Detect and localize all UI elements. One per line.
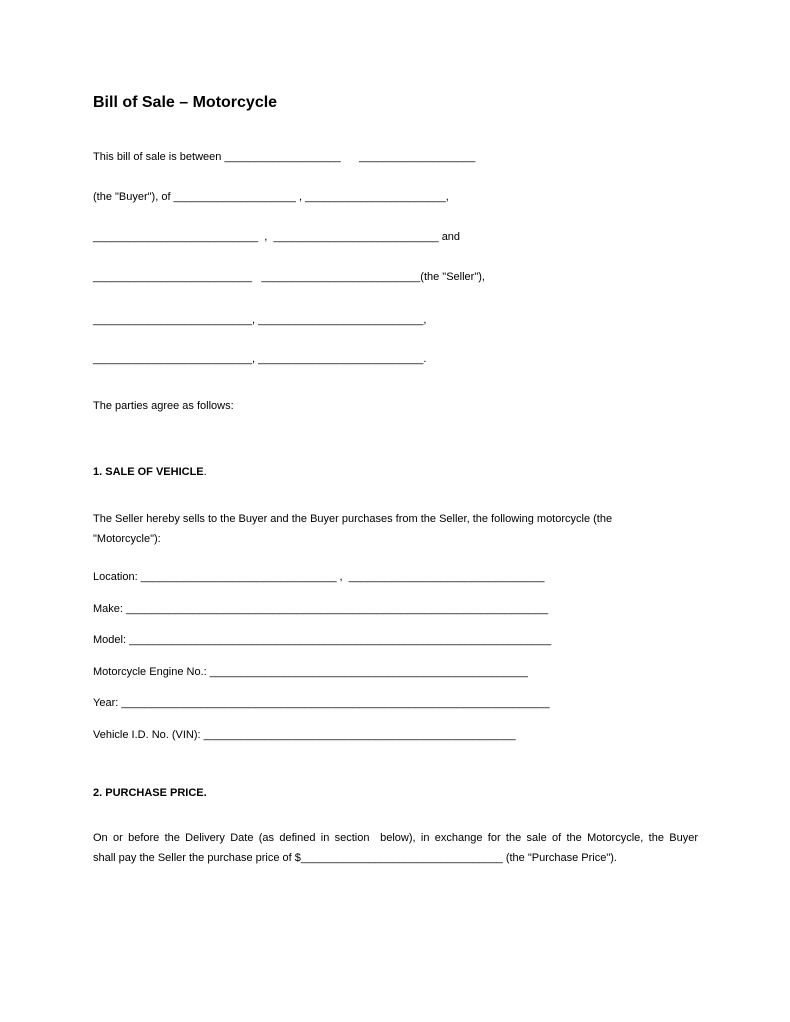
parties-line-6: __________________________, ___________________________.	[93, 353, 427, 365]
section-1-intro-line-1: The Seller hereby sells to the Buyer and the Buyer purchases from the Seller, the following motorcycle (the	[93, 513, 613, 525]
model-field: Model: _____________________________________________________________________	[93, 634, 552, 646]
make-field: Make: _____________________________________________________________________	[93, 603, 549, 615]
section-2-paragraph	[93, 828, 698, 868]
section-1-intro-line-2: "Motorcycle"):	[93, 533, 161, 545]
vin-field: Vehicle I.D. No. (VIN): ___________________________________________________	[93, 729, 516, 741]
parties-line-2: (the "Buyer"), of ____________________ , _______________________,	[93, 191, 449, 203]
parties-line-3: ___________________________ , ___________________________ and	[93, 231, 461, 243]
agreement-statement: The parties agree as follows:	[93, 400, 234, 412]
section-1-heading-text: 1. SALE OF VEHICLE	[93, 466, 204, 478]
section-2-heading: 2. PURCHASE PRICE.	[93, 787, 207, 799]
parties-line-4: __________________________ __________________________(the "Seller"),	[93, 271, 485, 283]
parties-line-5: __________________________, ___________________________,	[93, 314, 427, 326]
year-field: Year: ______________________________________________________________________	[93, 697, 550, 709]
section-1-heading-period: .	[203, 466, 207, 478]
document-title: Bill of Sale – Motorcycle	[93, 94, 278, 111]
section-1-heading	[93, 465, 207, 479]
section-2-line-1: On or before the Delivery Date (as defined in section below), in exchange for the sale of the Motorcycle, the Buyer	[93, 832, 698, 844]
location-field: Location: ________________________________ , ________________________________	[93, 571, 545, 583]
engine-number-field: Motorcycle Engine No.: ____________________________________________________	[93, 666, 528, 678]
section-2-line-2: shall pay the Seller the purchase price of $_________________________________ (the "Purchase Price").	[93, 852, 617, 864]
section-1-intro	[93, 509, 698, 549]
parties-line-1: This bill of sale is between ___________________ ___________________	[93, 151, 476, 163]
